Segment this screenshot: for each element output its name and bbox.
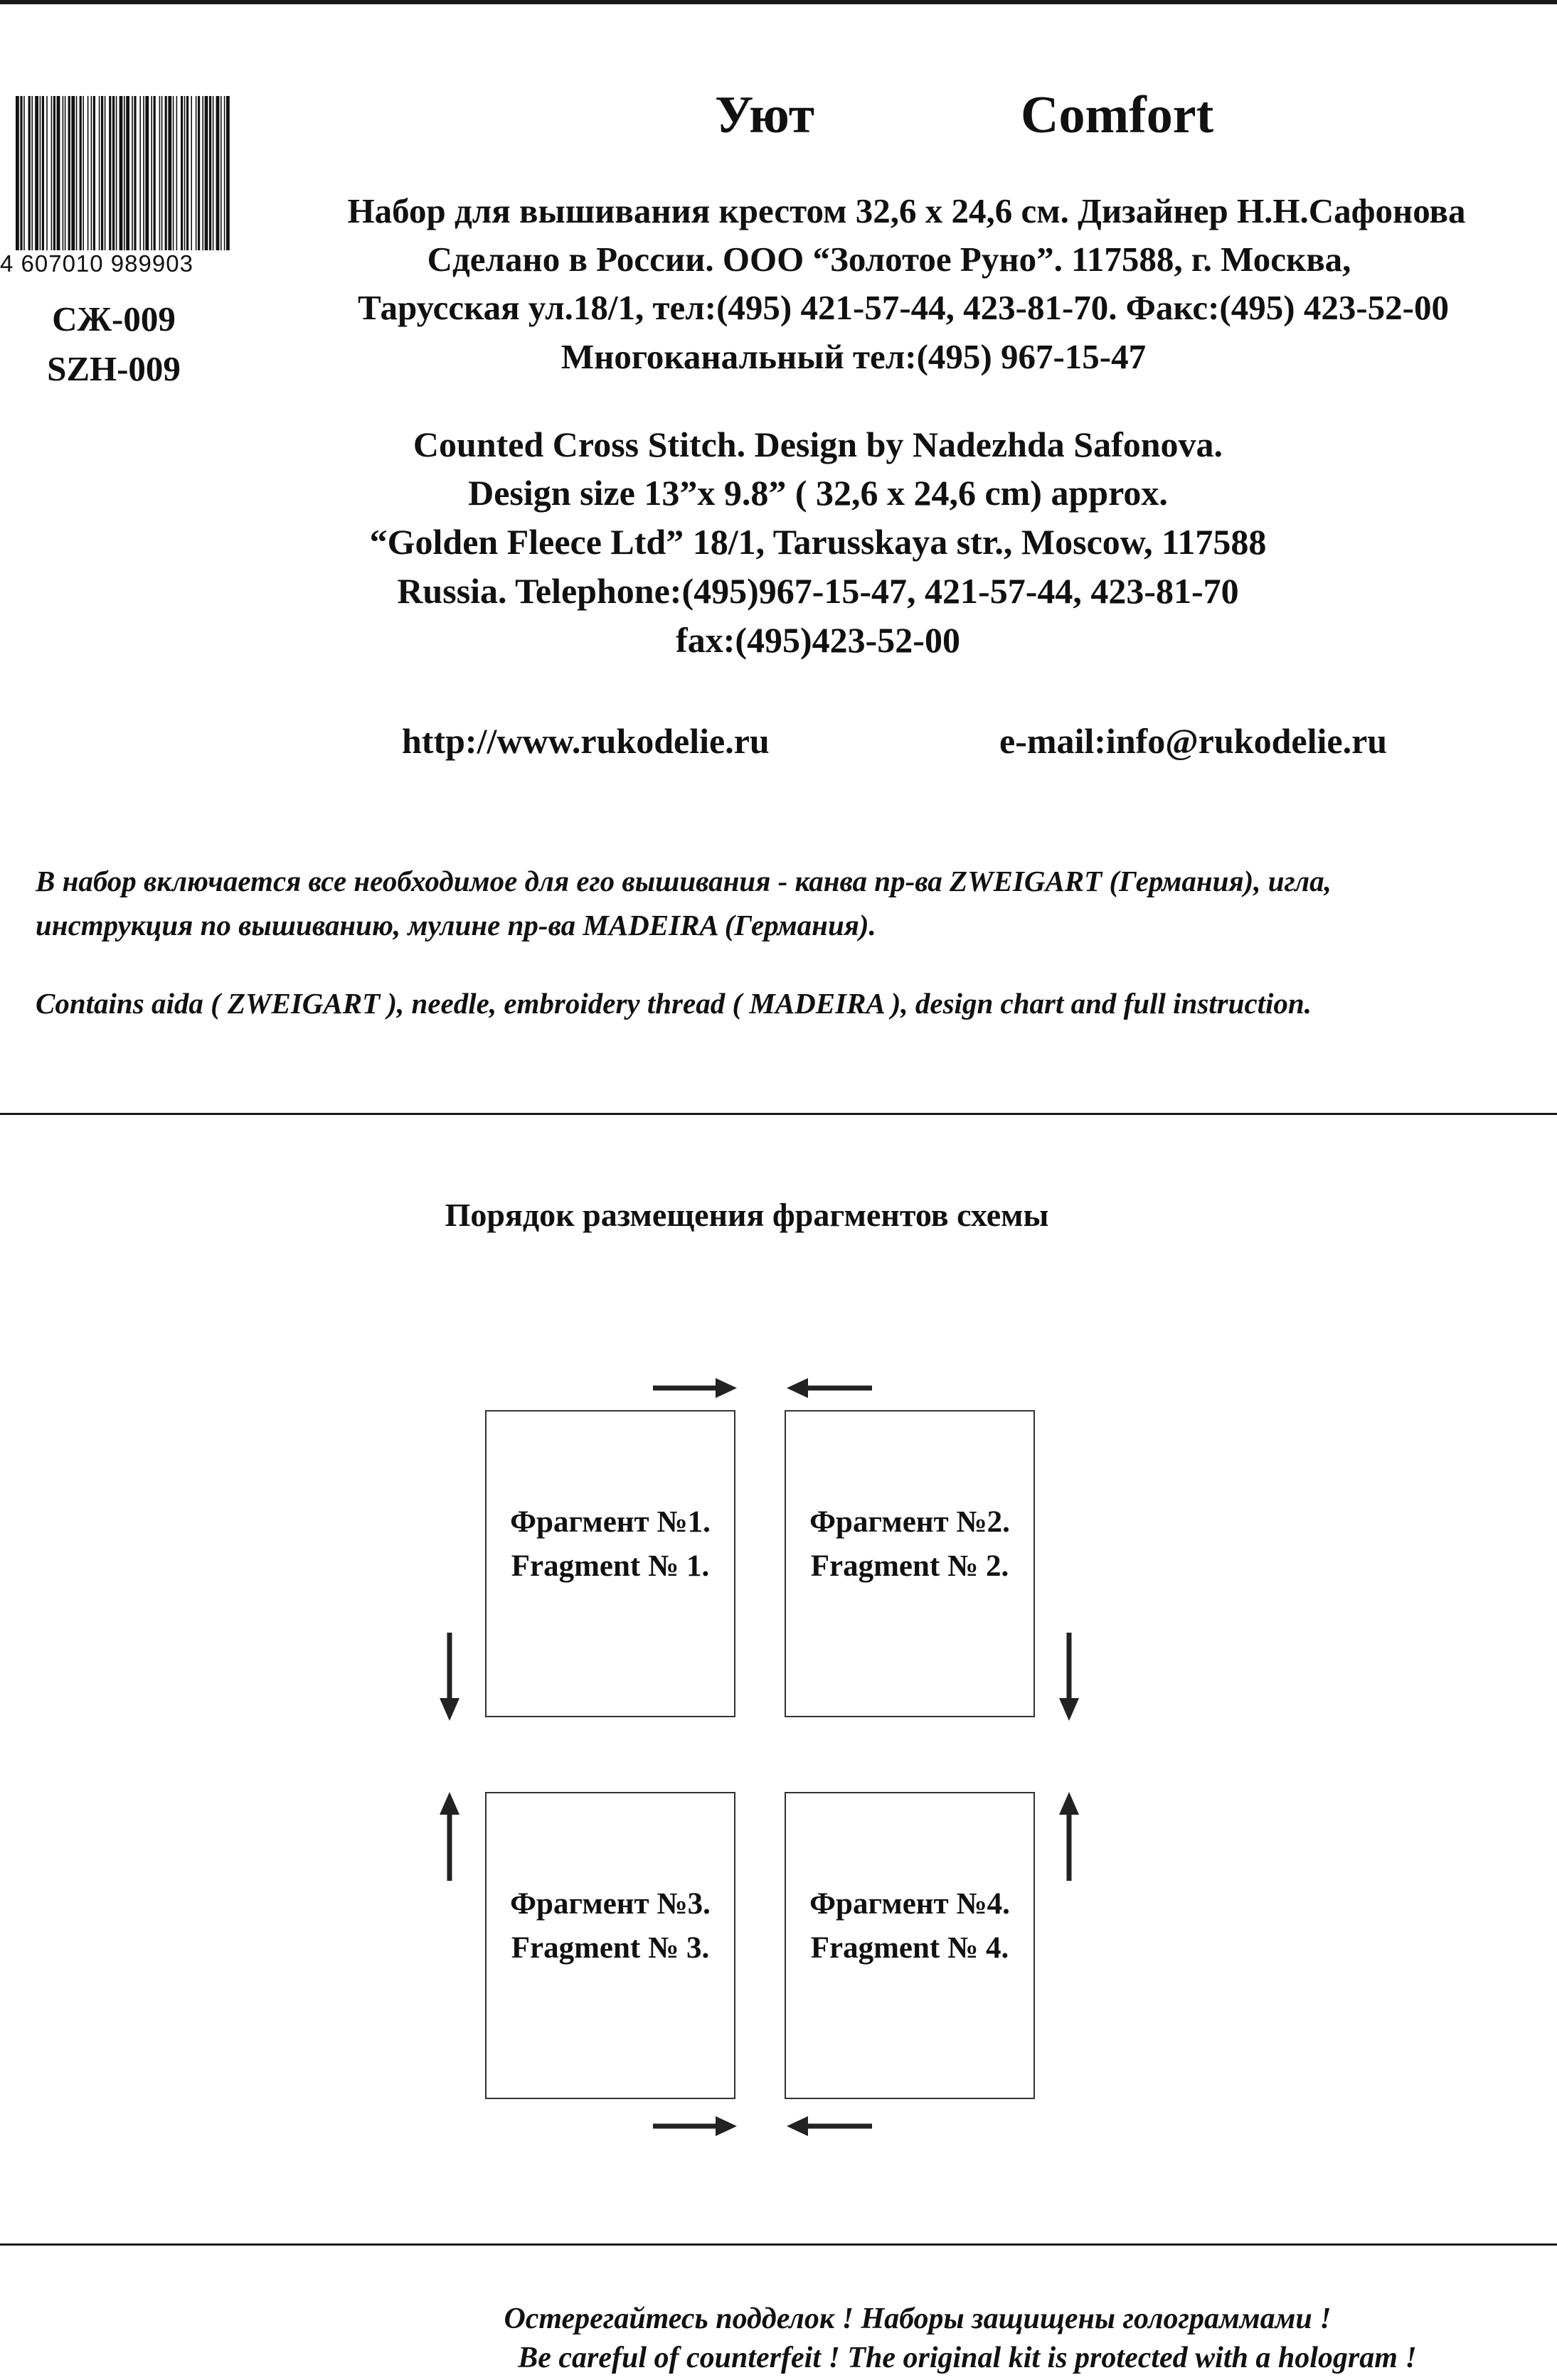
barcode-bar (224, 96, 225, 256)
barcode-bar (101, 96, 103, 256)
barcode-bar (132, 96, 133, 256)
barcode-bar (168, 96, 171, 256)
barcode-bar (173, 96, 174, 256)
website-link[interactable]: http://www.rukodelie.ru (402, 721, 770, 761)
barcode-bar (83, 96, 84, 256)
barcode-bar (143, 96, 144, 256)
barcode-bar (161, 96, 163, 256)
en-info-line-2: Design size 13”x 9.8” ( 32,6 x 24,6 cm) approx. (468, 473, 1168, 513)
barcode-bar (20, 96, 22, 256)
barcode-bar (16, 96, 19, 256)
title-en: Comfort (1021, 86, 1214, 144)
barcode-bar (119, 96, 123, 256)
barcode-bar (28, 96, 31, 256)
barcode-bar (93, 96, 95, 256)
barcode-bar (42, 96, 44, 256)
arrow-down-icon (1059, 1633, 1079, 1721)
barcode-bar (40, 96, 41, 256)
barcode-bar (116, 96, 117, 256)
barcode-bar (220, 96, 222, 256)
barcode-number: 4 607010 989903 (0, 250, 231, 279)
barcode-bar (165, 96, 167, 256)
barcode-bar (65, 96, 66, 256)
ru-info-line-3: Тарусская ул.18/1, тел:(495) 421-57-44, 423-81-70. Факс:(495) 423-52-00 (358, 288, 1449, 327)
barcode-bar (51, 96, 53, 256)
en-info-line-5: fax:(495)423-52-00 (676, 620, 960, 660)
warning-ru: Остерегайтесь подделок ! Наборы защищены голограммами ! (504, 2302, 1332, 2335)
barcode-bar (181, 96, 183, 256)
fragment-2-label-ru: Фрагмент №2. (809, 1505, 1010, 1539)
section-divider-bottom (0, 2243, 1557, 2246)
fragment-box-3 (485, 1792, 735, 2099)
barcode-bar (57, 96, 60, 256)
fragment-2-label-en: Fragment № 2. (810, 1549, 1009, 1583)
barcode-bar (71, 96, 75, 256)
en-info-line-3: “Golden Fleece Ltd” 18/1, Tarusskaya str., Moscow, 117588 (369, 522, 1267, 562)
en-info-line-1: Counted Cross Stitch. Design by Nadezhda Safonova. (413, 425, 1223, 464)
fragment-1-label-en: Fragment № 1. (511, 1549, 710, 1583)
arrow-left-icon (787, 2116, 872, 2136)
ru-info-line-4: Многоканальный тел:(495) 967-15-47 (560, 337, 1147, 376)
barcode-bar (226, 96, 230, 256)
en-info-line-4: Russia. Telephone:(495)967-15-47, 421-57-44, 423-81-70 (397, 571, 1239, 611)
arrow-up-icon (440, 1792, 459, 1881)
arrow-up-icon (1059, 1792, 1079, 1881)
fragment-3-label-en: Fragment № 3. (511, 1931, 710, 1965)
kit-contents-ru-line-1: В набор включается все необходимое для его вышивания - канва пр-ва ZWEIGART (Германия), игла, (36, 865, 1332, 897)
barcode-bar (91, 96, 92, 256)
barcode-bar (31, 96, 33, 256)
product-code-en: SZH-009 (47, 349, 181, 388)
fragment-1-label-ru: Фрагмент №1. (510, 1505, 711, 1539)
barcode-bar (87, 96, 89, 256)
fragment-3-label-ru: Фрагмент №3. (510, 1887, 711, 1921)
fragment-box-2 (785, 1410, 1035, 1717)
barcode-bar (63, 96, 64, 256)
kit-contents-en: Contains aida ( ZWEIGART ), needle, embroidery thread ( MADEIRA ), design chart and full instruction. (36, 987, 1312, 1020)
barcode-bar (159, 96, 161, 256)
arrow-right-icon (653, 1378, 737, 1398)
barcode-bar (205, 96, 208, 256)
ru-info-line-1: Набор для вышивания крестом 32,6 х 24,6 см. Дизайнер Н.Н.Сафонова (347, 191, 1466, 230)
barcode-bar (99, 96, 100, 256)
barcode-bar (196, 96, 197, 256)
email-link[interactable]: e-mail:info@rukodelie.ru (999, 721, 1388, 761)
barcode-bar (139, 96, 141, 256)
fragment-box-1 (485, 1410, 735, 1717)
barcode-image (14, 96, 231, 256)
barcode-bar (105, 96, 106, 256)
barcode-bar (202, 96, 203, 256)
barcode-bar (209, 96, 211, 256)
barcode-bar (154, 96, 156, 256)
arrow-down-icon (440, 1633, 459, 1721)
barcode-bar (213, 96, 214, 256)
barcode-bar (176, 96, 178, 256)
product-code-ru: СЖ-009 (52, 299, 176, 338)
fragment-4-label-en: Fragment № 4. (810, 1931, 1009, 1965)
arrow-left-icon (787, 1378, 872, 1398)
barcode-bar (151, 96, 152, 256)
barcode-bar (35, 96, 38, 256)
barcode-bar (126, 96, 129, 256)
kit-contents-ru-line-2: инструкция по вышиванию, мулине пр-ва MADEIRA (Германия). (36, 909, 876, 941)
warning-en: Be careful of counterfeit ! The original kit is protected with a hologram ! (518, 2342, 1417, 2374)
barcode-bar (46, 96, 48, 256)
barcode-bar (134, 96, 136, 256)
barcode-bar (216, 96, 220, 256)
fragment-box-4 (785, 1792, 1035, 2099)
barcode-bar (198, 96, 200, 256)
scheme-title: Порядок размещения фрагментов схемы (445, 1197, 1049, 1233)
section-divider-top (0, 1113, 1557, 1115)
barcode-bar (80, 96, 82, 256)
ru-info-line-2: Сделано в России. ООО “Золотое Руно”. 117588, г. Москва, (427, 240, 1351, 279)
barcode-bar (112, 96, 115, 256)
title-ru: Уют (715, 86, 815, 144)
top-border-line (0, 0, 1557, 4)
barcode-bar (68, 96, 70, 256)
barcode-bar (186, 96, 188, 256)
barcode-bar (191, 96, 192, 256)
barcode-bar (124, 96, 125, 256)
fragment-4-label-ru: Фрагмент №4. (809, 1887, 1010, 1921)
barcode-bar (76, 96, 78, 256)
barcode-bar (184, 96, 186, 256)
barcode-bar (109, 96, 111, 256)
barcode-bar (23, 96, 25, 256)
arrow-right-icon (653, 2116, 737, 2136)
barcode-bar (145, 96, 149, 256)
barcode-bar (53, 96, 55, 256)
